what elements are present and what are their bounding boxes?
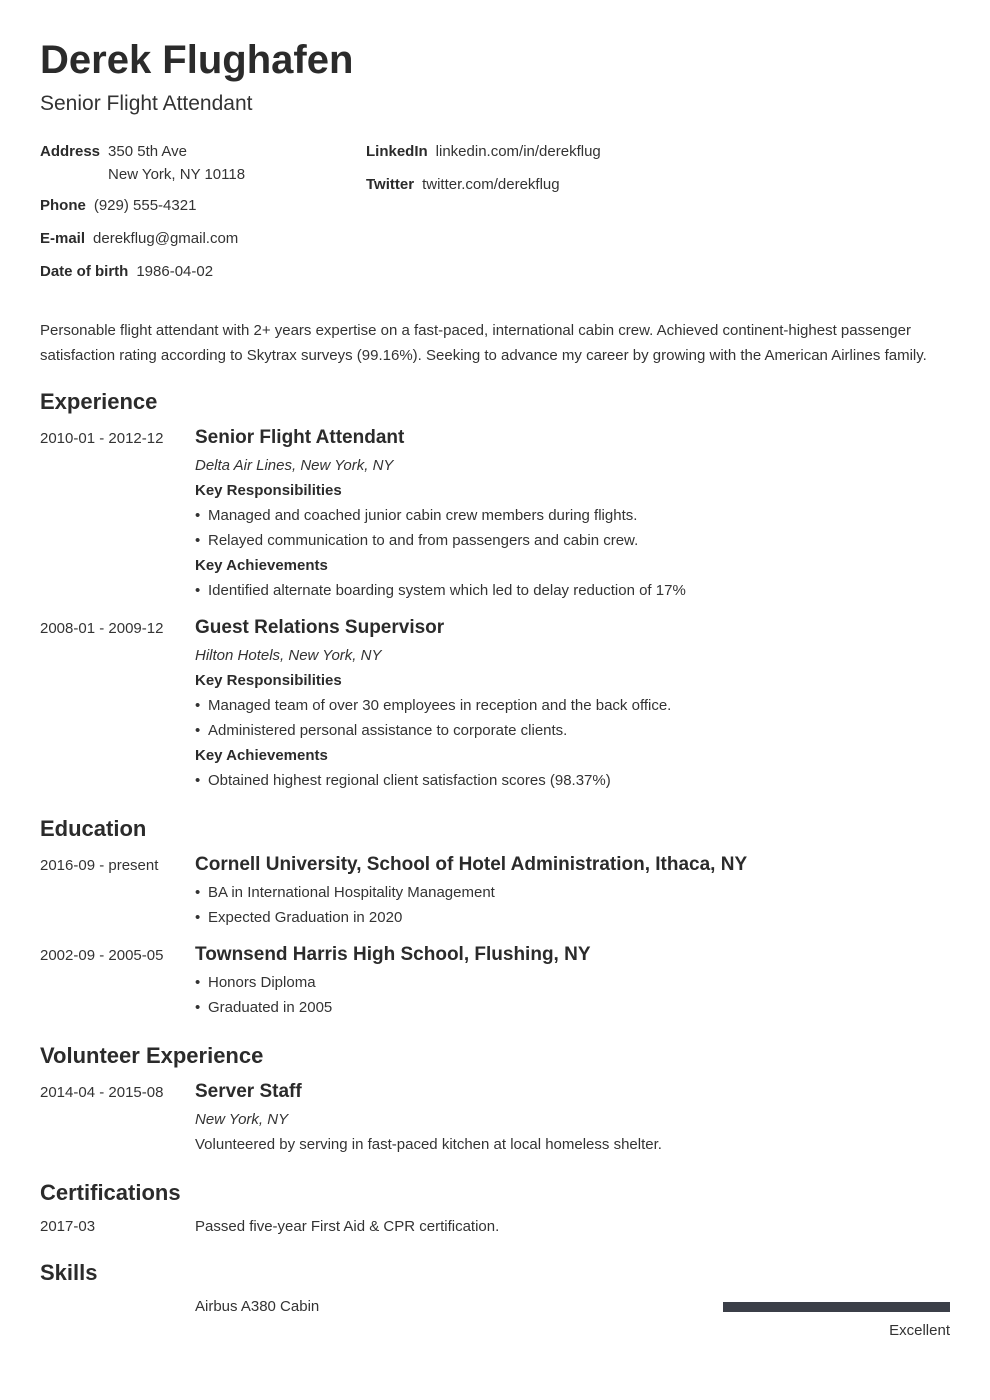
entry-title: Cornell University, School of Hotel Administration, Ithaca, NY <box>195 854 748 875</box>
linkedin-link[interactable]: linkedin.com/in/derekflug <box>435 143 601 160</box>
list-item <box>195 578 950 603</box>
list-item <box>195 718 950 743</box>
achievements-list <box>195 768 950 793</box>
entry-body <box>195 1216 950 1237</box>
entry-place: New York, NY <box>195 1111 289 1128</box>
skill-level-bar-fill <box>723 1302 950 1312</box>
email-label: E-mail <box>40 230 86 247</box>
entry-date: 2017-03 <box>40 1218 96 1235</box>
entry-body <box>195 428 950 603</box>
section-title-education: Education <box>40 816 147 841</box>
bullet: • <box>195 582 201 599</box>
responsibilities-label: Key Responsibilities <box>195 482 342 499</box>
bullet: • <box>195 722 201 739</box>
bullet: • <box>195 909 201 926</box>
section-title-certifications: Certifications <box>40 1180 181 1205</box>
twitter-label: Twitter <box>366 176 415 193</box>
responsibilities-label: Key Responsibilities <box>195 672 342 689</box>
bullet: • <box>195 999 201 1016</box>
list-item <box>195 693 950 718</box>
linkedin-row <box>366 141 601 162</box>
resume-page <box>40 0 950 1400</box>
list-item-text: Relayed communication to and from passengers and cabin crew. <box>208 532 639 549</box>
bullet: • <box>195 772 201 789</box>
education-details-list <box>195 970 950 1020</box>
bullet: • <box>195 884 201 901</box>
entry-date: 2008-01 - 2009-12 <box>40 620 164 637</box>
entry-title: Townsend Harris High School, Flushing, NY <box>195 944 591 965</box>
skill-row <box>40 1295 950 1345</box>
entry-date: 2014-04 - 2015-08 <box>40 1084 164 1101</box>
phone-row <box>40 195 245 216</box>
list-item-text: Graduated in 2005 <box>208 999 333 1016</box>
address-line-1: 350 5th Ave <box>108 143 187 160</box>
entry-description: Passed five-year First Aid & CPR certification. <box>195 1218 500 1235</box>
profile-summary: Personable flight attendant with 2+ years expertise on a fast-paced, international cabin crew. Achieved continent-highest passenger satisfaction rating according to Skytrax surveys (99.16%). Seeking to advance my career by growing with the American Airlines family. <box>40 322 927 364</box>
achievements-label: Key Achievements <box>195 747 328 764</box>
list-item-text: Managed team of over 30 employees in reception and the back office. <box>208 697 672 714</box>
list-item-text: Managed and coached junior cabin crew members during flights. <box>208 507 638 524</box>
list-item-text: BA in International Hospitality Management <box>208 884 495 901</box>
entry-place: Delta Air Lines, New York, NY <box>195 457 394 474</box>
section-title-experience: Experience <box>40 389 158 414</box>
education-details-list <box>195 880 950 930</box>
address-value <box>108 141 245 187</box>
responsibilities-list <box>195 503 950 553</box>
section-title-skills: Skills <box>40 1260 98 1285</box>
list-item <box>195 970 950 995</box>
entry-title: Senior Flight Attendant <box>195 427 405 448</box>
linkedin-label: LinkedIn <box>366 143 428 160</box>
candidate-headline: Senior Flight Attendant <box>40 92 253 115</box>
skill-level-bar <box>723 1302 950 1312</box>
phone-label: Phone <box>40 197 86 214</box>
achievements-label: Key Achievements <box>195 557 328 574</box>
address-line-2: New York, NY 10118 <box>108 166 246 183</box>
list-item <box>195 528 950 553</box>
skill-name: Airbus A380 Cabin <box>195 1298 320 1315</box>
entry-date: 2016-09 - present <box>40 857 159 874</box>
list-item-text: Expected Graduation in 2020 <box>208 909 403 926</box>
skill-level-label: Excellent <box>889 1322 950 1339</box>
email-row <box>40 228 245 249</box>
entry-title: Server Staff <box>195 1081 302 1102</box>
entry-body <box>195 945 950 1020</box>
list-item-text: Obtained highest regional client satisfaction scores (98.37%) <box>208 772 611 789</box>
list-item <box>195 768 950 793</box>
section-title-volunteer: Volunteer Experience <box>40 1043 264 1068</box>
email-value: derekflug@gmail.com <box>93 230 239 247</box>
entry-body <box>195 855 950 930</box>
twitter-link[interactable]: twitter.com/derekflug <box>422 176 560 193</box>
dob-value: 1986-04-02 <box>136 263 214 280</box>
contact-details-right <box>366 141 601 207</box>
entry-body <box>195 1082 950 1157</box>
entry-body <box>195 618 950 793</box>
entry-title: Guest Relations Supervisor <box>195 617 445 638</box>
responsibilities-list <box>195 693 950 743</box>
achievements-list <box>195 578 950 603</box>
dob-label: Date of birth <box>40 263 129 280</box>
list-item-text: Administered personal assistance to corporate clients. <box>208 722 568 739</box>
candidate-name: Derek Flughafen <box>40 38 354 82</box>
bullet: • <box>195 507 201 524</box>
list-item-text: Honors Diploma <box>208 974 316 991</box>
list-item <box>195 995 950 1020</box>
bullet: • <box>195 974 201 991</box>
bullet: • <box>195 532 201 549</box>
contact-details-left <box>40 141 245 294</box>
entry-date: 2002-09 - 2005-05 <box>40 947 164 964</box>
entry-place: Hilton Hotels, New York, NY <box>195 647 382 664</box>
list-item <box>195 880 950 905</box>
address-label: Address <box>40 143 101 160</box>
entry-description: Volunteered by serving in fast-paced kitchen at local homeless shelter. <box>195 1136 662 1153</box>
list-item <box>195 503 950 528</box>
address-row <box>40 141 245 187</box>
phone-value: (929) 555-4321 <box>93 197 197 214</box>
list-item-text: Identified alternate boarding system which led to delay reduction of 17% <box>208 582 686 599</box>
bullet: • <box>195 697 201 714</box>
twitter-row <box>366 174 601 195</box>
dob-row <box>40 261 245 282</box>
entry-date: 2010-01 - 2012-12 <box>40 430 164 447</box>
list-item <box>195 905 950 930</box>
